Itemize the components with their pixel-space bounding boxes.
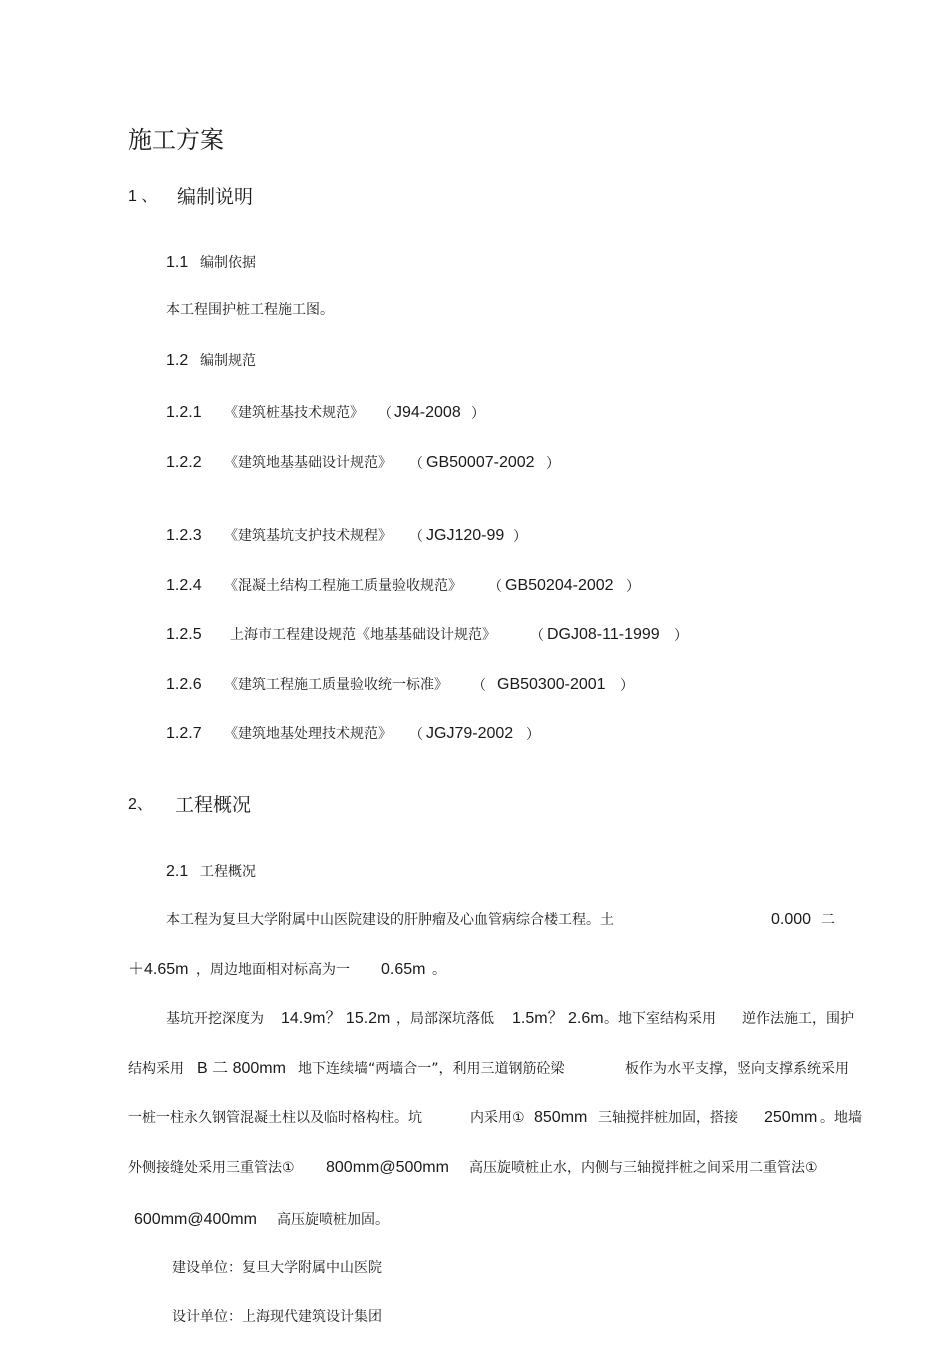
standard-code: JGJ120-99 bbox=[426, 527, 505, 544]
overview-text: 高压旋喷桩止水，内侧与三轴搅拌桩之间采用二重管法① bbox=[469, 1160, 818, 1176]
pile-diameter-value: 850mm bbox=[534, 1109, 588, 1126]
overview-text: 板作为水平支撑，竖向支撑系统采用 bbox=[625, 1061, 849, 1077]
section-2-number: 2、 bbox=[128, 796, 153, 813]
subsection-1-1-title: 编制依据 bbox=[200, 255, 256, 271]
standard-paren-close: ） bbox=[626, 579, 640, 595]
standard-paren-close: ） bbox=[471, 406, 485, 422]
overview-text: 。地下室结构采用 bbox=[604, 1011, 716, 1027]
standard-paren-open: （ bbox=[378, 406, 392, 422]
overview-text: 高压旋喷桩加固。 bbox=[277, 1212, 389, 1228]
standard-paren-close: ） bbox=[674, 628, 688, 644]
standard-code: GB50204-2002 bbox=[505, 577, 614, 594]
standard-paren-open: （ bbox=[530, 628, 544, 644]
wall-thickness-value: B 二 800mm bbox=[197, 1060, 286, 1077]
owner-line: 建设单位：复旦大学附属中山医院 bbox=[172, 1260, 382, 1276]
standard-name: 《混凝土结构工程施工质量验收规范》 bbox=[224, 578, 462, 594]
standard-name: 上海市工程建设规范《地基基础设计规范》 bbox=[230, 627, 496, 643]
standard-number: 1.2.3 bbox=[166, 527, 202, 544]
jet-grout-spec-value: 600mm@400mm bbox=[134, 1211, 257, 1228]
designer-line: 设计单位：上海现代建筑设计集团 bbox=[172, 1309, 382, 1325]
standard-number: 1.2.1 bbox=[166, 404, 202, 421]
subsection-2-1-title: 工程概况 bbox=[200, 864, 256, 880]
standard-paren-close: ） bbox=[546, 456, 560, 472]
subsection-2-1-number: 2.1 bbox=[166, 863, 189, 880]
section-2-title: 工程概况 bbox=[175, 794, 252, 816]
section-1-number: 1 、 bbox=[128, 188, 158, 205]
section-1-title: 编制说明 bbox=[177, 186, 254, 208]
elevation-value: 0.65m bbox=[381, 961, 426, 978]
overview-text: 地下连续墙“两墙合一”，利用三道钢筋砼梁 bbox=[298, 1061, 565, 1077]
standard-number: 1.2.2 bbox=[166, 454, 202, 471]
standard-number: 1.2.5 bbox=[166, 626, 202, 643]
subsection-1-2-title: 编制规范 bbox=[200, 353, 256, 369]
standard-name: 《建筑桩基技术规范》 bbox=[224, 405, 364, 421]
document-title: 施工方案 bbox=[128, 126, 224, 154]
elevation-value: 0.000 bbox=[771, 911, 812, 928]
standard-code: DGJ08-11-1999 bbox=[547, 626, 660, 643]
standard-name: 《建筑工程施工质量验收统一标准》 bbox=[224, 677, 448, 693]
standard-paren-open: （ bbox=[409, 456, 423, 472]
standard-paren-close: ） bbox=[526, 727, 540, 743]
standard-name: 《建筑基坑支护技术规程》 bbox=[224, 528, 392, 544]
overview-text: 结构采用 bbox=[128, 1061, 184, 1077]
overview-text: ，局部深坑落低 bbox=[396, 1011, 494, 1027]
standard-paren-open: （ bbox=[488, 579, 502, 595]
standard-number: 1.2.4 bbox=[166, 577, 202, 594]
standard-paren-open: （ bbox=[472, 678, 486, 694]
overview-text: 一桩一柱永久钢管混凝土柱以及临时格构柱。坑 bbox=[128, 1110, 422, 1126]
overview-text: ，周边地面相对标高为一 bbox=[196, 962, 350, 978]
standard-code: GB50300-2001 bbox=[497, 676, 606, 693]
standard-code: GB50007-2002 bbox=[426, 454, 535, 471]
subsection-1-2-number: 1.2 bbox=[166, 352, 189, 369]
overview-text: 本工程为复旦大学附属中山医院建设的肝肿瘤及心血管病综合楼工程。土 bbox=[166, 912, 614, 928]
subsection-1-1-text: 本工程围护桩工程施工图。 bbox=[166, 302, 334, 318]
overview-text: 三轴搅拌桩加固，搭接 bbox=[598, 1110, 738, 1126]
overlap-value: 250mm bbox=[764, 1109, 818, 1126]
overview-text: 基坑开挖深度为 bbox=[166, 1011, 264, 1027]
standard-paren-close: ） bbox=[513, 529, 527, 545]
standard-code: JGJ79-2002 bbox=[426, 725, 514, 742]
standard-name: 《建筑地基处理技术规范》 bbox=[224, 726, 392, 742]
overview-text: 内采用① bbox=[470, 1110, 525, 1126]
standard-paren-open: （ bbox=[409, 529, 423, 545]
overview-text: 二 bbox=[821, 912, 835, 928]
standard-paren-close: ） bbox=[620, 678, 634, 694]
overview-text: 。地墙 bbox=[820, 1110, 862, 1126]
depth-value: 1.5m？ 2.6m bbox=[512, 1010, 604, 1027]
overview-text: 外侧接缝处采用三重管法① bbox=[128, 1160, 295, 1176]
standard-code: J94-2008 bbox=[394, 404, 461, 421]
standard-number: 1.2.7 bbox=[166, 725, 202, 742]
standard-name: 《建筑地基基础设计规范》 bbox=[224, 455, 392, 471]
jet-grout-spec-value: 800mm@500mm bbox=[326, 1159, 449, 1176]
elevation-value: ＋4.65m bbox=[128, 961, 189, 978]
depth-value: 14.9m？ 15.2m bbox=[281, 1010, 391, 1027]
standard-paren-open: （ bbox=[409, 727, 423, 743]
subsection-1-1-number: 1.1 bbox=[166, 254, 189, 271]
overview-text: 。 bbox=[432, 962, 446, 978]
standard-number: 1.2.6 bbox=[166, 676, 202, 693]
overview-text: 逆作法施工，围护 bbox=[742, 1011, 854, 1027]
